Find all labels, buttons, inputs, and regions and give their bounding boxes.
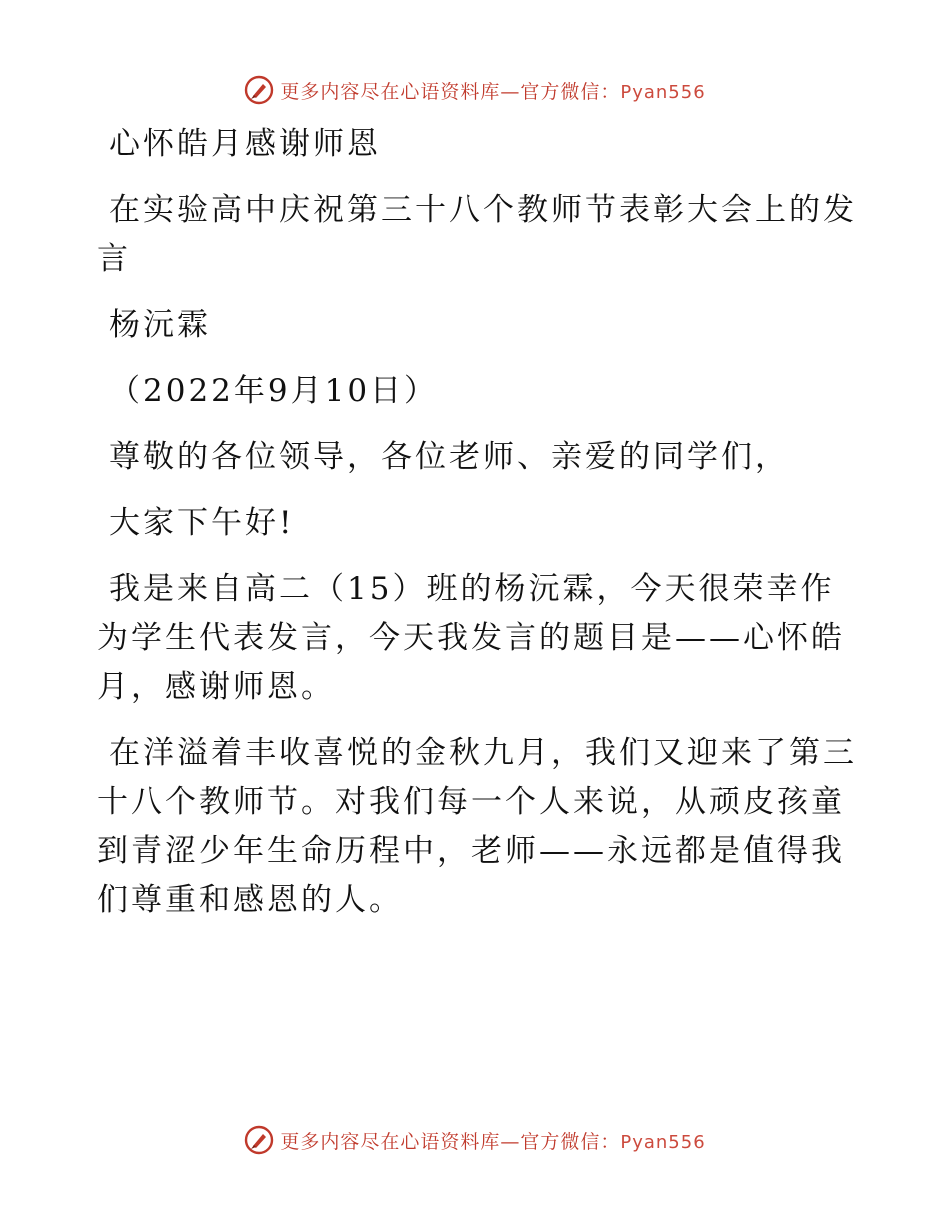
document-body (97, 120, 857, 942)
pen-circle-logo-icon (244, 1125, 274, 1155)
document-subtitle: 在实验高中庆祝第三十八个教师节表彰大会上的发言 (97, 192, 857, 277)
body-paragraph-teachers-day: 在洋溢着丰收喜悦的金秋九月，我们又迎来了第三十八个教师节。对我们每一个人来说，从顽皮孩童到青涩少年生命历程中，老师——永远都是值得我们尊重和感恩的人。 (97, 735, 857, 918)
banner-label: 更多内容尽在心语资料库—官方微信： (280, 80, 621, 103)
speech-date: （2022年9月10日） (109, 373, 439, 409)
body-paragraph-intro: 我是来自高二（15）班的杨沅霖，今天很荣幸作为学生代表发言，今天我发言的题目是——心怀皓月，感谢师恩。 (97, 571, 845, 705)
author-name: 杨沅霖 (109, 307, 211, 343)
banner-text (280, 77, 705, 104)
banner-wechat-id: Pyan556 (620, 81, 706, 103)
footer-banner (0, 1120, 950, 1160)
header-banner (0, 70, 950, 110)
document-title: 心怀皓月感谢师恩 (109, 126, 381, 162)
salutation: 尊敬的各位领导，各位老师、亲爱的同学们， (109, 439, 789, 475)
greeting: 大家下午好! (109, 505, 295, 541)
banner-text (280, 1127, 705, 1154)
banner-inner (244, 1125, 705, 1155)
pen-circle-logo-icon (244, 75, 274, 105)
banner-label: 更多内容尽在心语资料库—官方微信： (280, 1130, 621, 1153)
banner-wechat-id: Pyan556 (620, 1131, 706, 1153)
banner-inner (244, 75, 705, 105)
